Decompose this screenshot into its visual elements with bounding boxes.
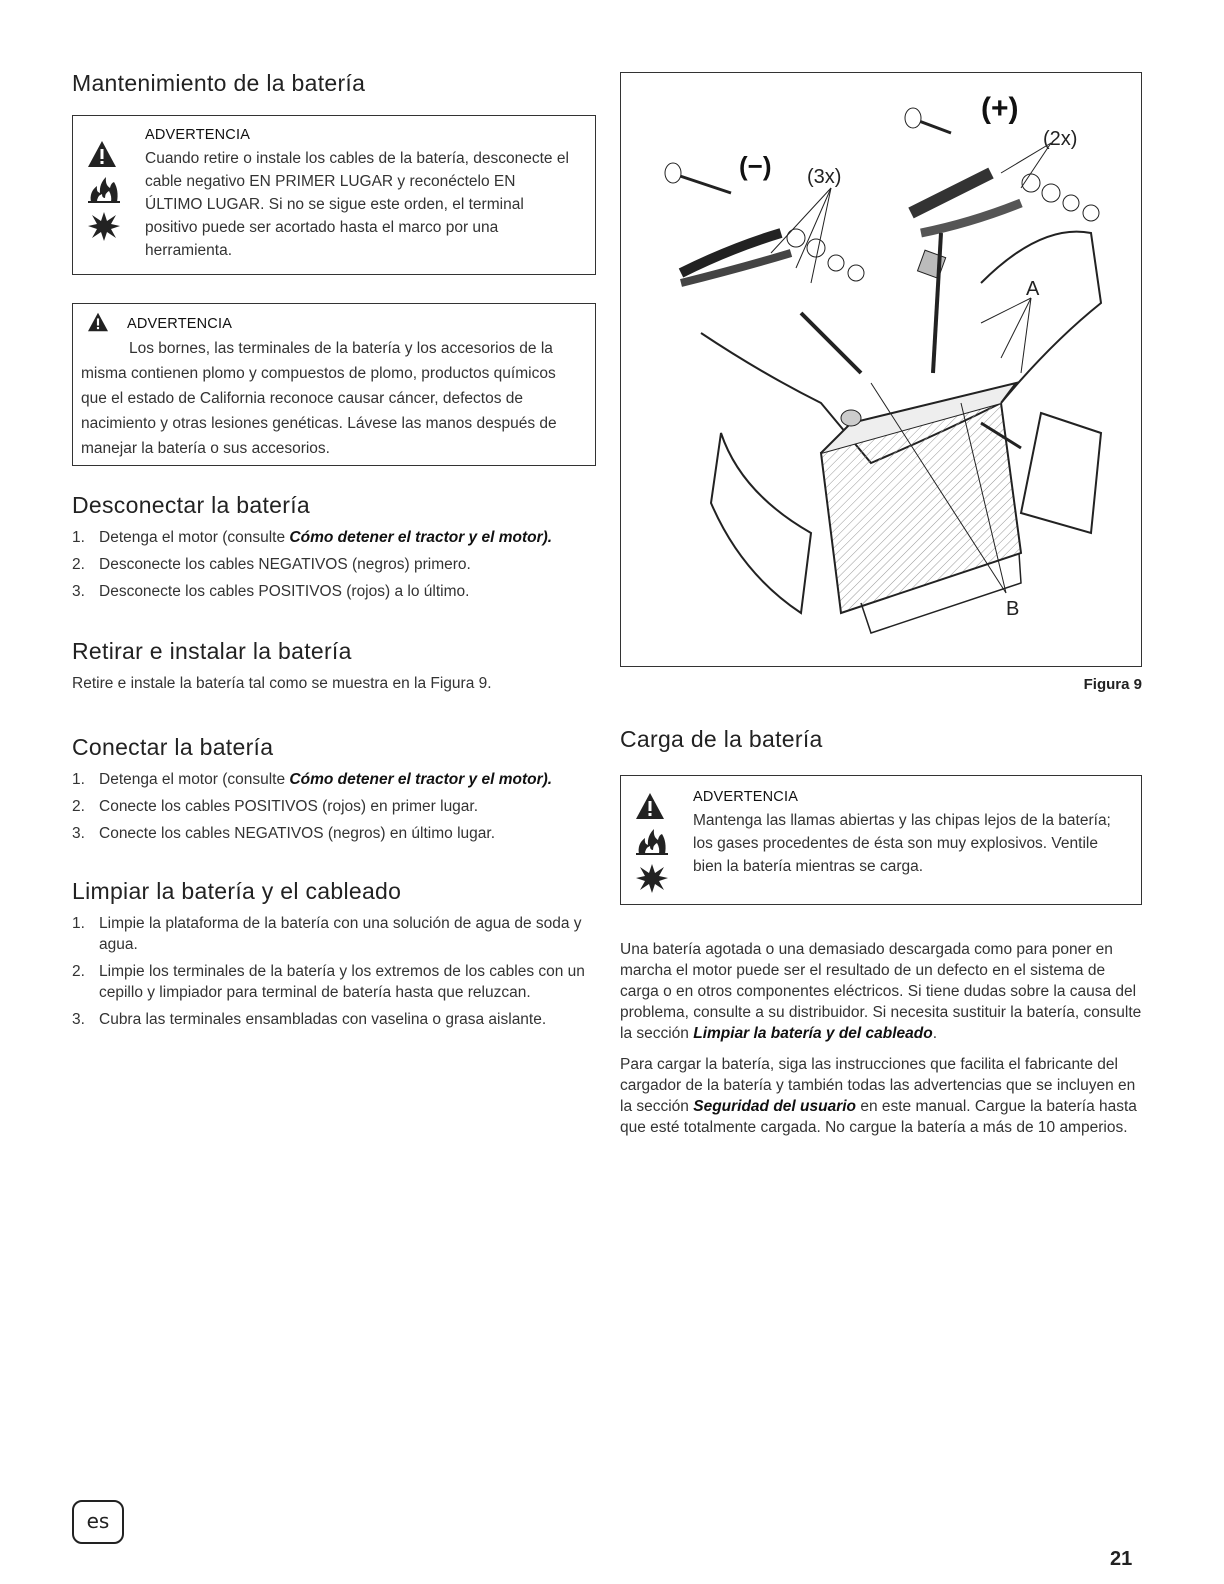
page-number: 21: [1110, 1548, 1133, 1570]
section-title-charging: Carga de la batería: [620, 726, 823, 752]
section-title-disconnect: Desconectar la batería: [72, 492, 311, 518]
warning-box-charging: [620, 775, 1142, 905]
warning-text: Los bornes, las terminales de la batería y los accesorios de la misma contienen plomo y compuestos de plomo, productos químicos que el estado de California reconoce causar cáncer, defectos de nacimiento y otras lesiones genéticas. Lávese las manos después de manejar la batería o sus accesorios.: [81, 340, 557, 457]
battery-illustration: [621, 73, 1141, 665]
callout-label-a: A: [1026, 278, 1040, 300]
callout-label-b: B: [1006, 598, 1020, 620]
explosion-icon: [635, 862, 669, 894]
left-column: [72, 70, 596, 1036]
fire-icon: [87, 174, 121, 204]
warning-box-cables: [72, 115, 596, 275]
section-title-connect: Conectar la batería: [72, 734, 274, 760]
section-title-remove: Retirar e instalar la batería: [72, 638, 352, 664]
explosion-icon: [87, 210, 121, 242]
language-badge: es: [72, 1500, 124, 1544]
list-item: 1. Detenga el motor (consulte Cómo detener el tractor y el motor).: [72, 529, 553, 546]
warning-icons: [635, 792, 671, 900]
remove-text: Retire e instale la batería tal como se muestra en la Figura 9.: [72, 675, 492, 692]
warning-text: Cuando retire o instale los cables de la batería, desconecte el cable negativo EN PRIMER LUGAR y reconéctelo EN ÚLTIMO LUGAR. Si no se sigue este orden, el terminal positivo puede ser acortado hasta el marco por una herramienta.: [145, 150, 569, 259]
list-item: 2. Desconecte los cables NEGATIVOS (negros) primero.: [72, 556, 471, 573]
quantity-label-3x: (3x): [807, 166, 842, 188]
list-item: 2. Limpie los terminales de la batería y los extremos de los cables con un cepillo y limpiador para terminal de batería hasta que reluzcan.: [72, 963, 585, 1001]
warning-box-lead: [72, 303, 596, 466]
negative-terminal-label: (−): [739, 151, 772, 181]
disconnect-steps: [72, 527, 596, 602]
list-item: 3. Desconecte los cables POSITIVOS (rojos) a lo último.: [72, 583, 470, 600]
figure-9-battery-diagram: [620, 72, 1142, 667]
warning-icons: [87, 140, 123, 248]
charging-paragraph-1: Una batería agotada o una demasiado descargada como para poner en marcha el motor puede ser el resultado de un defecto en el sistema de carga o en otros componentes eléctricos. Si tiene dudas sobre la causa del problema, consulte a su distribuidor. Si necesita sustituir la batería, consulte la sección Limpiar la batería y del cableado.: [620, 941, 1142, 1042]
warning-triangle-icon: [87, 140, 117, 168]
list-item: 3. Conecte los cables NEGATIVOS (negros) en último lugar.: [72, 825, 495, 842]
list-item: 3. Cubra las terminales ensambladas con vaselina o grasa aislante.: [72, 1011, 547, 1028]
warning-title: ADVERTENCIA: [145, 127, 251, 143]
positive-terminal-label: (+): [981, 92, 1019, 125]
list-item: 2. Conecte los cables POSITIVOS (rojos) en primer lugar.: [72, 798, 479, 815]
warning-title: ADVERTENCIA: [127, 316, 233, 332]
fire-icon: [635, 826, 669, 856]
quantity-label-2x: (2x): [1043, 128, 1078, 150]
section-title-maintenance: Mantenimiento de la batería: [72, 70, 366, 96]
warning-triangle-icon: [635, 792, 665, 820]
warning-title: ADVERTENCIA: [693, 789, 799, 805]
list-item: 1. Detenga el motor (consulte Cómo detener el tractor y el motor).: [72, 771, 553, 788]
section-title-clean: Limpiar la batería y el cableado: [72, 878, 402, 904]
warning-title-row: [81, 312, 577, 336]
list-item: 1. Limpie la plataforma de la batería con una solución de agua de soda y agua.: [72, 915, 582, 953]
figure-caption: Figura 9: [1083, 676, 1142, 693]
right-column: [620, 726, 1142, 1138]
connect-steps: [72, 769, 596, 844]
clean-steps: [72, 913, 596, 1030]
warning-text: Mantenga las llamas abiertas y las chipas lejos de la batería; los gases procedentes de ésta son muy explosivos. Ventile bien la batería mientras se carga.: [693, 812, 1111, 875]
charging-paragraph-2: Para cargar la batería, siga las instrucciones que facilita el fabricante del cargador de la batería y también todas las advertencias que se incluyen en la sección Seguridad del usuario en este manual. Cargue la batería hasta que esté totalmente cargada. No cargue la batería a más de 10 amperios.: [620, 1056, 1137, 1136]
warning-triangle-icon: [87, 312, 109, 332]
